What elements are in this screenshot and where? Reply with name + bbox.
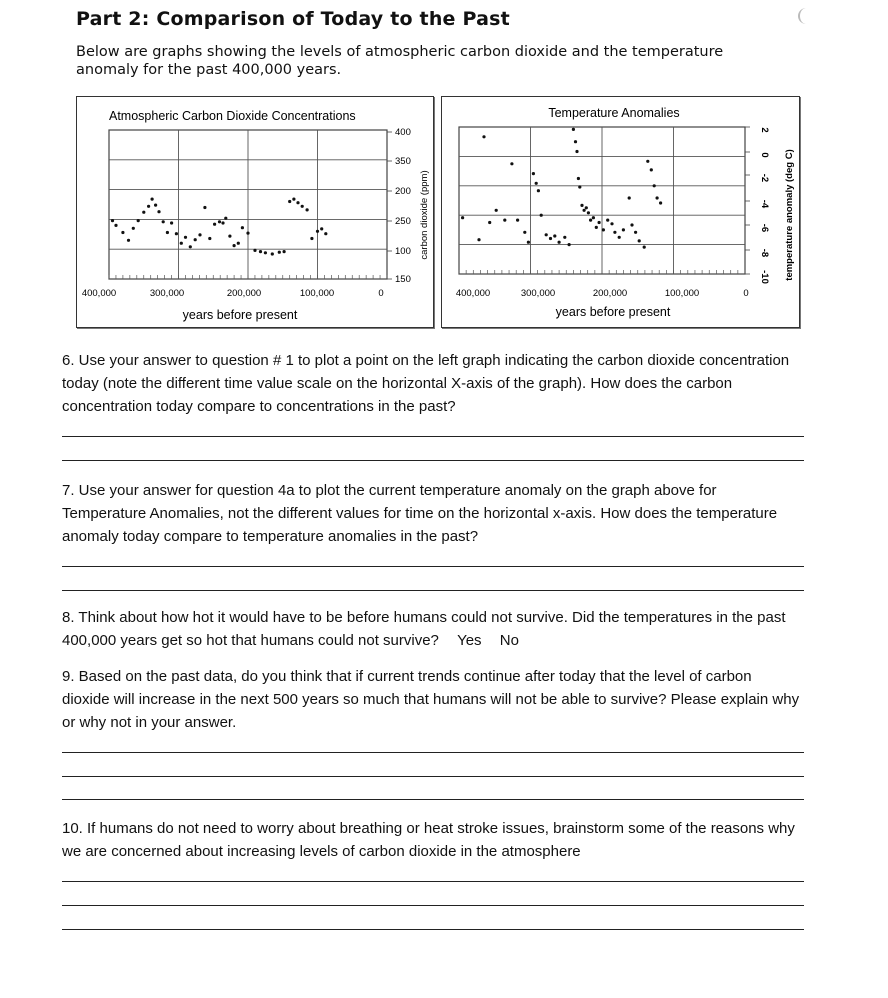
y-tick-label: -2 [759,173,770,183]
data-point [189,245,192,248]
answer-line[interactable] [62,929,804,930]
answer-yes-option[interactable]: Yes [457,632,482,649]
data-point [292,198,295,201]
data-point [175,232,178,235]
data-point [241,226,244,229]
data-point [540,214,543,217]
x-tick-label: 0 [378,288,384,299]
data-point [583,209,586,212]
co2-chart [77,97,433,327]
answer-line[interactable] [62,776,804,777]
chart-title: Atmospheric Carbon Dioxide Concentrations [109,109,356,123]
data-point [488,221,491,224]
chart-xlabel: years before present [182,308,298,322]
data-point [259,250,262,253]
y-tick-label: 2 [759,127,770,133]
data-point [237,242,240,245]
data-point [613,231,616,234]
data-point [127,239,130,242]
data-point [306,208,309,211]
data-point [264,251,267,254]
data-point [180,242,183,245]
data-point [482,135,485,138]
data-point [532,172,535,175]
x-tick-label: 100,000 [664,288,700,299]
data-point [477,238,480,241]
chart-xlabel: years before present [555,305,671,319]
answer-line[interactable] [62,799,804,800]
y-tick-label: 100 [395,246,411,257]
data-point [575,150,578,153]
x-tick-label: 300,000 [520,288,556,299]
data-point [587,211,590,214]
data-point [224,217,227,220]
data-point [461,216,464,219]
answer-line[interactable] [62,460,804,461]
data-point [221,221,224,224]
data-point [278,251,281,254]
section-title: Part 2: Comparison of Today to the Past [76,8,510,30]
x-tick-label: 200,000 [592,288,628,299]
data-point [653,184,656,187]
data-point [595,226,598,229]
y-tick-label: 0 [759,152,770,158]
data-point [253,249,256,252]
y-tick-label: 150 [395,274,411,285]
data-point [170,221,173,224]
data-point [558,241,561,244]
question-10: 10. If humans do not need to worry about breathing or heat stroke issues, brainstorm some of the reasons why we are concerned about increasing levels of carbon dioxide in the atmosphere [62,820,795,860]
y-tick-label: 400 [395,127,411,138]
data-point [578,185,581,188]
data-point [574,140,577,143]
answer-line[interactable] [62,436,804,437]
data-point [147,205,150,208]
data-point [121,231,124,234]
y-tick-label: -6 [759,223,770,233]
question-8-text: 8. Think about how hot it would have to be before humans could not survive. Did the temperatures in the past 400,000 years get so hot that humans could not survive? [62,609,786,649]
y-tick-label: -4 [759,199,770,209]
chart-ylabel: temperature anomaly (deg C) [784,149,795,281]
data-point [628,196,631,199]
data-point [324,232,327,235]
data-point [218,220,221,223]
data-point [213,223,216,226]
data-point [535,182,538,185]
data-point [589,219,592,222]
data-point [246,232,249,235]
data-point [111,219,114,222]
data-point [283,250,286,253]
page-corner-mark [798,8,810,24]
answer-no-option[interactable]: No [499,632,519,649]
data-point [523,231,526,234]
x-tick-label: 200,000 [226,288,262,299]
intro-text: Below are graphs showing the levels of atmospheric carbon dioxide and the temperature anomaly for the past 400,000 years. [76,44,724,78]
data-point [208,237,211,240]
data-point [643,246,646,249]
data-point [646,160,649,163]
co2-chart-frame [76,96,434,328]
answer-line[interactable] [62,590,804,591]
data-point [580,204,583,207]
data-point [568,243,571,246]
y-tick-label: 350 [395,156,411,167]
data-point [162,220,165,223]
data-point [316,230,319,233]
data-point [549,237,552,240]
data-point [510,162,513,165]
data-point [310,237,313,240]
y-tick-label: 200 [395,186,411,197]
data-point [545,233,548,236]
data-point [585,206,588,209]
data-point [577,177,580,180]
data-point [132,227,135,230]
data-point [137,219,140,222]
data-point [142,211,145,214]
question-6: 6. Use your answer to question # 1 to plot a point on the left graph indicating the carbon dioxide concentration today (note the different time value scale on the horizontal X-axis of the graph). How does the carbon concentration today compare to concentrations in the past? [62,352,790,415]
data-point [503,219,506,222]
x-tick-label: 400,000 [81,288,117,299]
x-tick-label: 0 [743,288,749,299]
data-point [166,231,169,234]
data-point [537,189,540,192]
chart-title: Temperature Anomalies [548,106,680,120]
data-point [598,221,601,224]
data-point [495,209,498,212]
data-point [301,205,304,208]
data-point [610,222,613,225]
data-point [184,236,187,239]
y-tick-label: -8 [759,248,770,258]
x-tick-label: 300,000 [149,288,185,299]
answer-line[interactable] [62,905,804,906]
temperature-chart [442,97,799,327]
x-tick-label: 100,000 [299,288,335,299]
data-point [157,210,160,213]
data-point [606,219,609,222]
answer-line[interactable] [62,881,804,882]
data-point [320,227,323,230]
data-point [516,219,519,222]
data-point [630,223,633,226]
data-point [154,204,157,207]
y-tick-label: -10 [759,270,770,284]
question-9: 9. Based on the past data, do you think that if current trends continue after today that the level of carbon dioxide will increase in the next 500 years so much that humans will not be able to survive? Please explain why or why not in your answer. [62,668,800,731]
question-8 [62,606,802,652]
data-point [553,234,556,237]
chart-ylabel: carbon dioxide (ppm) [419,170,430,260]
data-point [151,198,154,201]
data-point [622,228,625,231]
data-point [618,236,621,239]
data-point [572,128,575,131]
data-point [228,235,231,238]
data-point [656,196,659,199]
question-7: 7. Use your answer for question 4a to plot the current temperature anomaly on the graph above for Temperature Anomalies, not the different values for time on the horizontal x-axis. How does the temperature anomaly today compare to temperature anomalies in the past? [62,482,778,545]
y-tick-label: 250 [395,216,411,227]
data-point [198,233,201,236]
data-point [650,168,653,171]
data-point [527,241,530,244]
x-tick-label: 400,000 [455,288,491,299]
data-point [203,206,206,209]
data-point [659,201,662,204]
data-point [288,200,291,203]
data-point [563,236,566,239]
answer-line[interactable] [62,752,804,753]
data-point [271,252,274,255]
data-point [194,238,197,241]
temperature-chart-frame [441,96,800,328]
data-point [602,228,605,231]
data-point [233,244,236,247]
data-point [296,201,299,204]
data-point [634,231,637,234]
data-point [638,239,641,242]
data-point [592,216,595,219]
answer-line[interactable] [62,566,804,567]
data-point [114,224,117,227]
